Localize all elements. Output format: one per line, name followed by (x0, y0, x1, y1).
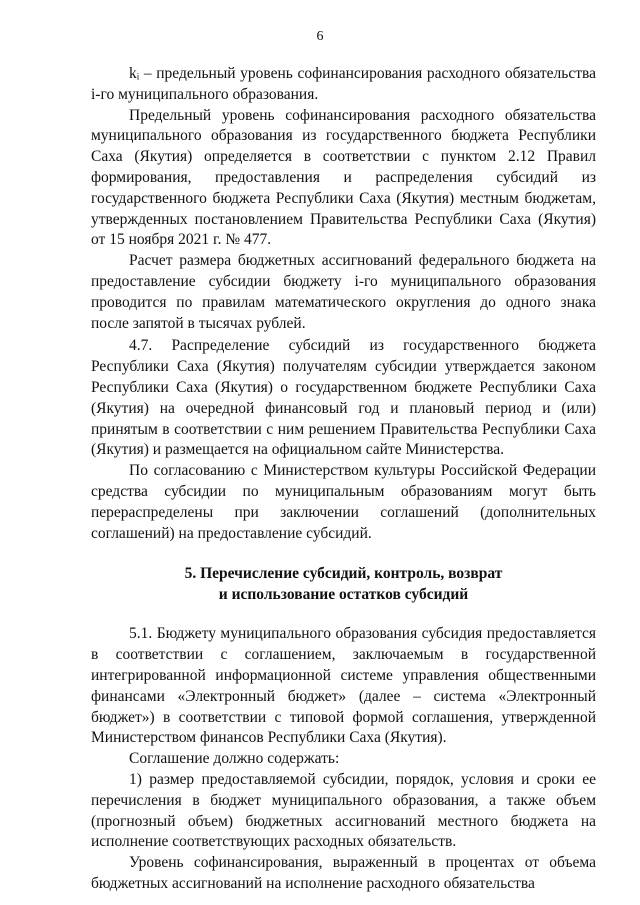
paragraph-agreement-contents: Соглашение должно содержать: (129, 750, 340, 768)
paragraph-cofinancing-limit: Предельный уровень софинансирования расходного обязательства муниципального образования из государственного бюджета Республики Саха (Якутия) определяется в соответствии с пунктом 2.12 Правил формирования, предоставления и распределения субсидий из государственного бюджета Республики Саха (Якутия) местным бюджетам, утвержденных постановлением Правительства Республики Саха (Якутия) от 15 ноября 2021 г. № 477. (91, 106, 596, 249)
paragraph-ki-definition: kᵢ – предельный уровень софинансирования расходного обязательства i-го муниципального образования. (91, 65, 596, 103)
paragraph-5-1-agreement: 5.1. Бюджету муниципального образования субсидия предоставляется в соответствии с соглашением, заключаемым в государственной интегрированной информационной системе управления общественными финансами «Электронный бюджет» (далее – система «Электронный бюджет») в соответствии с типовой формой соглашения, утвержденной Министерством финансов Республики Саха (Якутия). (91, 625, 596, 747)
paragraph-4-7-distribution: 4.7. Распределение субсидий из государственного бюджета Республики Саха (Якутия) получателям субсидии утверждается законом Республики Саха (Якутия) о государственном бюджете Республики Саха (Якутия) на очередной финансовый год и плановый период и (или) принятым в соответствии с ним решением Правительства Республики Саха (Якутия) и размещается на официальном сайте Министерства. (91, 337, 596, 459)
section-5-heading-line-1: 5. Перечисление субсидий, контроль, возврат (184, 565, 503, 583)
paragraph-redistribution: По согласованию с Министерством культуры Российской Федерации средства субсидии по муниципальным образованиям могут быть перераспределены при заключении соглашений (дополнительных соглашений) на предоставление субсидий. (91, 462, 596, 542)
document-body (91, 64, 596, 895)
section-5-heading (91, 563, 596, 605)
paragraph-cofinancing-level: Уровень софинансирования, выраженный в процентах от объема бюджетных ассигнований на исполнение расходного обязательства (91, 854, 596, 892)
paragraph-federal-calculation: Расчет размера бюджетных ассигнований федерального бюджета на предоставление субсидии бюджету i-го муниципального образования проводится по правилам математического округления до одного знака после запятой в тысячах рублей. (91, 252, 596, 332)
page-number: 6 (316, 29, 324, 44)
section-5-heading-line-2: и использование остатков субсидий (218, 586, 469, 604)
paragraph-item-1-subsidy-size: 1) размер предоставляемой субсидии, порядок, условия и сроки ее перечисления в бюджет муниципального образования, а также объем (прогнозный объем) бюджетных ассигнований местного бюджета на исполнение соответствующих расходных обязательств. (91, 770, 596, 851)
